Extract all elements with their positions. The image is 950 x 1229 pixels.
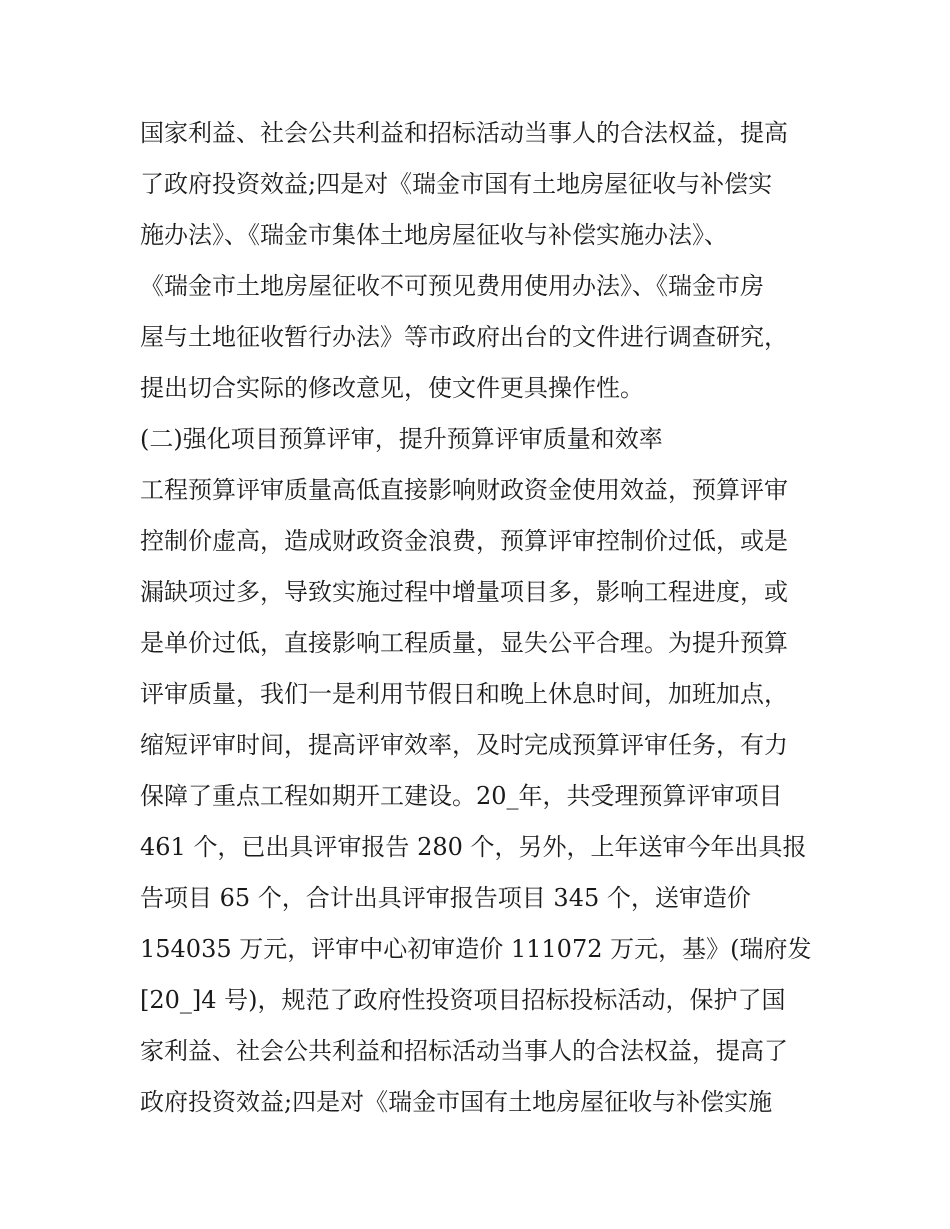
section-heading: (二)强化项目预算评审，提升预算评审质量和效率: [140, 425, 663, 453]
text-line-8: 工程预算评审质量高低直接影响财政资金使用效益，预算评审: [140, 476, 788, 504]
text-line-3: 施办法》、《瑞金市集体土地房屋征收与补偿实施办法》、: [140, 221, 728, 249]
text-line-12: 评审质量，我们一是利用节假日和晚上休息时间，加班加点，: [140, 680, 788, 708]
text-line-19: 家利益、社会公共利益和招标活动当事人的合法权益，提高了: [140, 1037, 788, 1065]
document-body: [140, 108, 820, 1128]
text-line-14: 保障了重点工程如期开工建设。20_年，共受理预算评审项目: [140, 782, 783, 810]
text-line-15: 461 个，已出具评审报告 280 个，另外，上年送审今年出具报: [140, 833, 807, 861]
text-line-6: 提出切合实际的修改意见，使文件更具操作性。: [140, 374, 644, 402]
text-line-20: 政府投资效益;四是对《瑞金市国有土地房屋征收与补偿实施: [140, 1088, 773, 1116]
text-line-17: 154035 万元，评审中心初审造价 111072 万元，基》(瑞府发: [140, 935, 812, 963]
text-line-16: 告项目 65 个，合计出具评审报告项目 345 个，送审造价: [140, 884, 751, 912]
text-line-13: 缩短评审时间，提高评审效率，及时完成预算评审任务，有力: [140, 731, 788, 759]
text-line-2: 了政府投资效益;四是对《瑞金市国有土地房屋征收与补偿实: [140, 170, 773, 198]
text-line-4: 《瑞金市土地房屋征收不可预见费用使用办法》、《瑞金市房: [140, 272, 764, 300]
text-line-1: 国家利益、社会公共利益和招标活动当事人的合法权益，提高: [140, 119, 788, 147]
text-line-11: 是单价过低，直接影响工程质量，显失公平合理。为提升预算: [140, 629, 788, 657]
text-line-9: 控制价虚高，造成财政资金浪费，预算评审控制价过低，或是: [140, 527, 788, 555]
text-line-5: 屋与土地征收暂行办法》等市政府出台的文件进行调查研究，: [140, 323, 788, 351]
text-line-18: [20_]4 号)，规范了政府性投资项目招标投标活动，保护了国: [140, 986, 786, 1014]
text-line-10: 漏缺项过多，导致实施过程中增量项目多，影响工程进度，或: [140, 578, 788, 606]
